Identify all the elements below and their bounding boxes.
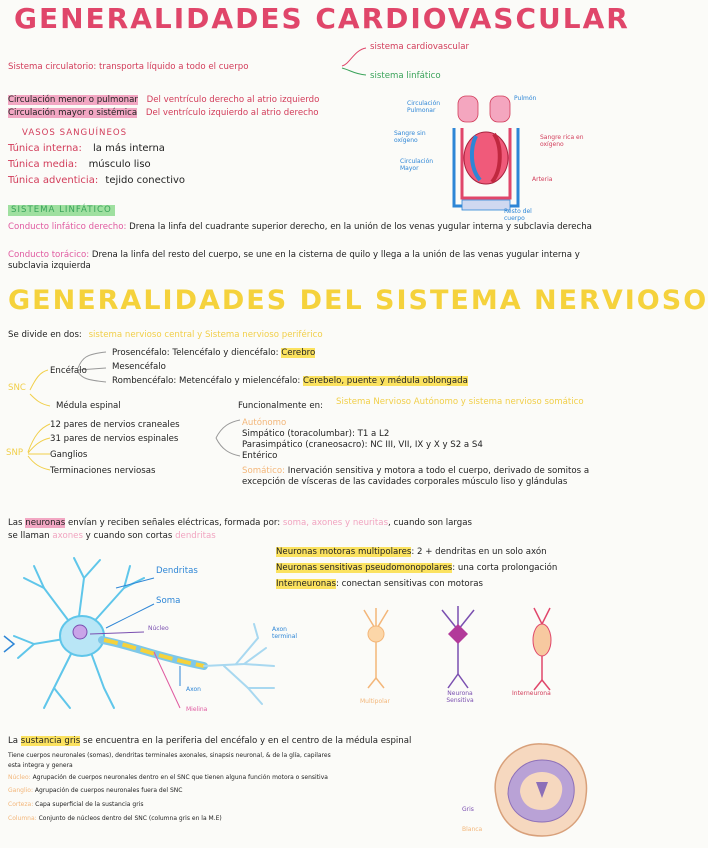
rombencefalo-label: Rombencéfalo: Metencéfalo y mielencéfalo:: [112, 376, 301, 386]
linfatico-title: SISTEMA LINFÁTICO: [8, 205, 115, 216]
prosencefalo-hl: Cerebro: [281, 348, 316, 358]
tunica-media-val: músculo liso: [88, 159, 151, 170]
brain-blanca: Blanca: [462, 826, 483, 833]
tunica-interna-row: [8, 142, 165, 155]
pares-espinales: 31 pares de nervios espinales: [50, 434, 179, 444]
divide-label: Se divide en dos:: [8, 330, 82, 340]
nl2d: dendritas: [175, 531, 216, 541]
brain-gris: Gris: [462, 806, 474, 813]
ganglio-row: [8, 787, 182, 794]
neuron-mielina: Mielina: [186, 706, 208, 713]
sensitive-neuron: [428, 600, 488, 690]
diag-circ-mayor: Circulación Mayor: [400, 158, 434, 172]
simpatico-label: Simpático (toracolumbar): T1 a L2: [242, 429, 390, 439]
multipolar-neuron: [346, 600, 406, 690]
linfatico-conducto-derecho: [8, 222, 594, 233]
neuron-axon: Axon: [186, 686, 201, 693]
neuron-nucleo: Núcleo: [148, 625, 169, 632]
brain-section-diagram: [486, 736, 596, 844]
tipo-inter-desc: : conectan sensitivas con motoras: [336, 579, 483, 589]
divide-val: sistema nervioso central y Sistema nervioso periférico: [88, 330, 323, 340]
prosencefalo-row: [112, 348, 315, 359]
corteza-row: [8, 801, 143, 808]
nucleo-row: [8, 774, 478, 781]
label-interneurona: Interneurona: [512, 690, 551, 697]
circ-mayor-row: [8, 108, 319, 119]
ganglio-desc: Agrupación de cuerpos neuronales fuera del SNC: [34, 787, 183, 794]
tipo-motoras: [276, 547, 547, 558]
neuron-axon-terminal: Axon terminal: [272, 626, 298, 640]
system-intro: Sistema circulatorio: transporta líquido a todo el cuerpo: [8, 62, 249, 72]
snc-label: SNC: [8, 383, 26, 393]
circ-mayor-desc: Del ventrículo izquierdo al atrio derecho: [145, 108, 319, 118]
tunica-media-row: [8, 158, 151, 171]
autonomo-brace: [212, 418, 242, 458]
columna-desc: Conjunto de núcleos dentro del SNC (columna gris en la M.E): [38, 815, 222, 822]
tipo-sensitivas-desc: : una corta prolongación: [452, 563, 558, 573]
conducto-der-desc: Drena la linfa del cuadrante superior derecho, en la unión de los venas yugular interna y subclavia derecha: [129, 222, 592, 232]
nucleo-desc: Agrupación de cuerpos neuronales dentro en el SNC que tienen alguna función motora o sensitiva: [32, 774, 328, 781]
snp-label: SNP: [6, 448, 24, 458]
diag-sangre-sin: Sangre sin oxígeno: [394, 130, 426, 144]
funcional-row: [238, 401, 323, 412]
nl1c: envían y reciben señales eléctricas, formada por:: [68, 518, 281, 528]
divide-row: [8, 330, 323, 341]
somatico-desc: Inervación sensitiva y motora a todo el cuerpo, derivado de somitos a excepción de vísceras de las cavidades corporales músculo liso y glándulas: [242, 466, 590, 487]
prosencefalo-label: Prosencéfalo: Telencéfalo y diencéfalo:: [112, 348, 279, 358]
circ-menor-label: Circulación menor o pulmonar: [8, 95, 138, 105]
tunica-adventicia-label: Túnica adventicia:: [8, 175, 99, 186]
ganglios-label: Ganglios: [50, 450, 88, 460]
conducto-tor-label: Conducto torácico:: [8, 250, 90, 260]
tipo-sensitivas-label: Neuronas sensitivas pseudomonopolares: [276, 563, 453, 573]
circ-menor-row: [8, 95, 319, 106]
diag-resto: Resto del cuerpo: [504, 208, 532, 222]
branch-cardio: sistema cardiovascular: [370, 42, 470, 52]
neuron-soma: Soma: [156, 596, 181, 606]
corteza-desc: Capa superficial de la sustancia gris: [35, 801, 144, 808]
nl1d: soma, axones y neuritas: [282, 518, 389, 528]
columna-row: [8, 815, 222, 822]
gris-line1: [8, 736, 411, 747]
nl1b: neuronas: [25, 518, 66, 528]
tipo-sensitivas: [276, 563, 557, 574]
rombencefalo-hl: Cerebelo, puente y médula oblongada: [303, 376, 468, 386]
interneuron: [512, 600, 572, 690]
parasimpatico-label: Parasimpático (craneosacro): NC III, VII, IX y X y S2 a S4: [242, 440, 483, 450]
ganglio-label: Ganglio:: [8, 787, 33, 794]
branch-arrows: [340, 42, 370, 78]
tipo-motoras-desc: : 2 + dendritas en un solo axón: [411, 547, 547, 557]
label-sensitiva: Neurona Sensitiva: [446, 690, 474, 704]
nl1e: , cuando son largas: [388, 518, 472, 528]
rombencefalo-row: [112, 376, 468, 387]
nucleo-label: Núcleo:: [8, 774, 31, 781]
somatico-label: Somático:: [242, 466, 285, 476]
tipo-motoras-label: Neuronas motoras multipolares: [276, 547, 412, 557]
medula-label: Médula espinal: [56, 401, 121, 411]
tipo-inter-label: Interneuronas: [276, 579, 336, 589]
label-multipolar: Multipolar: [360, 698, 390, 705]
diag-circ-pulmonar: Circulación Pulmonar: [407, 100, 441, 114]
page-title-nervioso: GENERALIDADES DEL SISTEMA NERVIOSO: [8, 285, 708, 316]
tunica-interna-val: la más interna: [93, 143, 165, 154]
diag-pulmon: Pulmón: [514, 95, 537, 102]
circ-mayor-label: Circulación mayor o sistémica: [8, 108, 138, 118]
tunica-media-label: Túnica media:: [8, 159, 78, 170]
branch-linfatico: sistema linfático: [370, 71, 441, 81]
gris-a: La: [8, 736, 19, 746]
mesencefalo-label: Mesencéfalo: [112, 362, 166, 372]
somatico-row: [242, 466, 594, 488]
gris-b: sustancia gris: [20, 736, 81, 746]
tunica-interna-label: Túnica interna:: [8, 143, 82, 154]
nl1a: Las: [8, 518, 23, 528]
neuron-dendritas: Dendritas: [156, 566, 198, 576]
nl2b: axones: [52, 531, 83, 541]
neuronas-line2: [8, 531, 216, 542]
tunica-adventicia-row: [8, 174, 185, 187]
heart-circulation-diagram: [440, 88, 530, 216]
terminaciones-label: Terminaciones nerviosas: [50, 466, 156, 476]
columna-label: Columna:: [8, 815, 37, 822]
linfatico-conducto-toracico: [8, 250, 594, 272]
diag-arteria: Arteria: [532, 176, 553, 183]
conducto-der-label: Conducto linfático derecho:: [8, 222, 127, 232]
neuronas-line1: [8, 518, 472, 529]
circ-menor-desc: Del ventrículo derecho al atrio izquierdo: [146, 95, 320, 105]
vasos-title: VASOS SANGUÍNEOS: [22, 128, 128, 138]
tunica-adventicia-val: tejido conectivo: [105, 175, 186, 186]
nl2a: se llaman: [8, 531, 50, 541]
conducto-tor-desc: Drena la linfa del resto del cuerpo, se une en la cisterna de quilo y llega a la unión de las venas yugular interna y subclavia izquierda: [8, 250, 580, 271]
pares-craneales: 12 pares de nervios craneales: [50, 420, 180, 430]
gris-line2: Tiene cuerpos neuronales (somas), dendritas terminales axonales, sinapsis neuronal, & de la glía, capilares: [8, 752, 331, 759]
encefalo-label: Encéfalo: [50, 366, 87, 376]
enterico-label: Entérico: [242, 451, 278, 461]
nl2c: y cuando son cortas: [85, 531, 173, 541]
funcional-label: Funcionalmente en:: [238, 401, 323, 411]
corteza-label: Corteza:: [8, 801, 34, 808]
diag-sangre-rica: Sangre rica en oxígeno: [540, 134, 584, 148]
funcional-val: Sistema Nervioso Autónomo y sistema nervioso somático: [336, 397, 584, 407]
gris-c: se encuentra en la periferia del encéfalo y en el centro de la médula espinal: [82, 736, 412, 746]
autonomo-label: Autónomo: [242, 418, 287, 428]
page-title-cardio: GENERALIDADES CARDIOVASCULAR: [14, 2, 630, 35]
gris-line3: esta integra y genera: [8, 762, 73, 769]
